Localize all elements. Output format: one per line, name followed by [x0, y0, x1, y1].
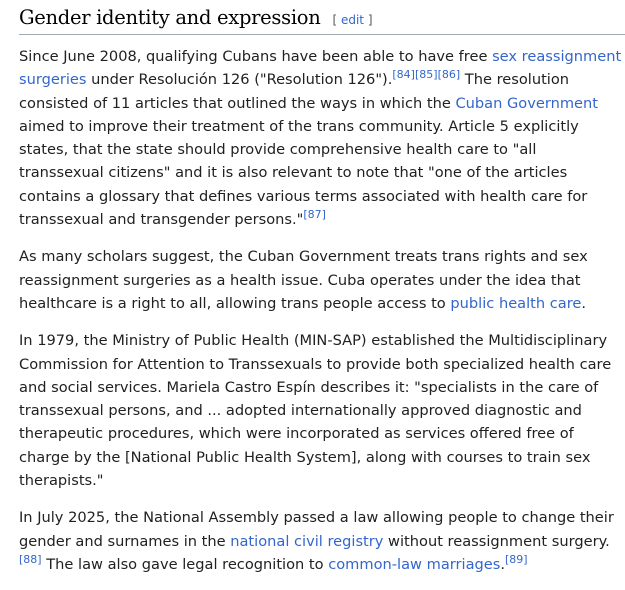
link-sex-reassignment-surgeries[interactable]: sex reassignment surgeries: [19, 48, 622, 89]
reference-group: [505, 553, 528, 566]
reference-84[interactable]: [84]: [392, 68, 415, 82]
paragraph-text: .: [581, 294, 587, 312]
paragraph-text: without reassignment surgery.: [383, 532, 610, 550]
section-heading: Gender identity and expression: [19, 6, 321, 29]
paragraph-text: Since June 2008, qualifying Cubans have been able to have free: [19, 48, 493, 65]
reference-85[interactable]: [85]: [414, 68, 438, 82]
article-section: [19, 0, 625, 590]
paragraph-text: aimed to improve their treatment of the trans community. Article 5 explicitly states, that the state should provide comprehensive health care to "all transsexual citizens" and it is also relevant to note that "one of the articles contains a glossary that defines various terms associated with health care for transsexual and transgender persons.": [19, 117, 588, 229]
reference-group: [19, 553, 42, 566]
paragraph-text: .: [500, 555, 506, 573]
paragraph-text: In July 2025, the National Assembly passed a law allowing people to change their gender and surnames in the: [19, 509, 614, 550]
paragraph-1: [19, 45, 625, 231]
edit-link[interactable]: edit: [340, 13, 365, 27]
edit-bracket-open: [: [332, 13, 341, 27]
section-heading-row: [19, 0, 625, 35]
link-national-civil-registry[interactable]: national civil registry: [230, 532, 384, 550]
paragraph-3: [19, 329, 625, 492]
paragraph-4: [19, 506, 625, 576]
reference-group: [303, 208, 326, 221]
paragraph-2: [19, 245, 625, 315]
edit-section: [332, 13, 372, 27]
link-cuban-government[interactable]: Cuban Government: [455, 94, 598, 112]
reference-88[interactable]: [88]: [19, 553, 42, 567]
link-public-health-care[interactable]: public health care: [450, 294, 582, 312]
paragraph-text: The resolution consisted of 11 articles that outlined the ways in which the: [19, 71, 570, 112]
reference-87[interactable]: [87]: [303, 208, 326, 222]
reference-89[interactable]: [89]: [505, 553, 528, 567]
paragraph-text: As many scholars suggest, the Cuban Government treats trans rights and sex reassignment surgeries as a health issue. Cuba operates under the idea that healthcare is a right to all, allowing trans people access to: [19, 248, 588, 312]
reference-86[interactable]: [86]: [437, 68, 461, 82]
reference-group: [392, 68, 460, 81]
paragraph-text: In 1979, the Ministry of Public Health (MIN-SAP) established the Multidisciplinary Commission for Attention to Transsexuals to provide both specialized health care and social services. Mariela Castro Espín describes it: "specialists in the care of transsexual persons, and ... adopted internationally approved diagnostic and therapeutic procedures, which were incorporated as services offered free of charge by the [National Public Health System], along with courses to train sex therapists.": [19, 332, 612, 490]
link-common-law-marriages[interactable]: common-law marriages: [328, 555, 501, 573]
paragraph-text: The law also gave legal recognition to: [41, 555, 329, 573]
edit-bracket-close: ]: [364, 13, 373, 27]
paragraph-text: under Resolución 126 ("Resolution 126").: [86, 71, 393, 89]
